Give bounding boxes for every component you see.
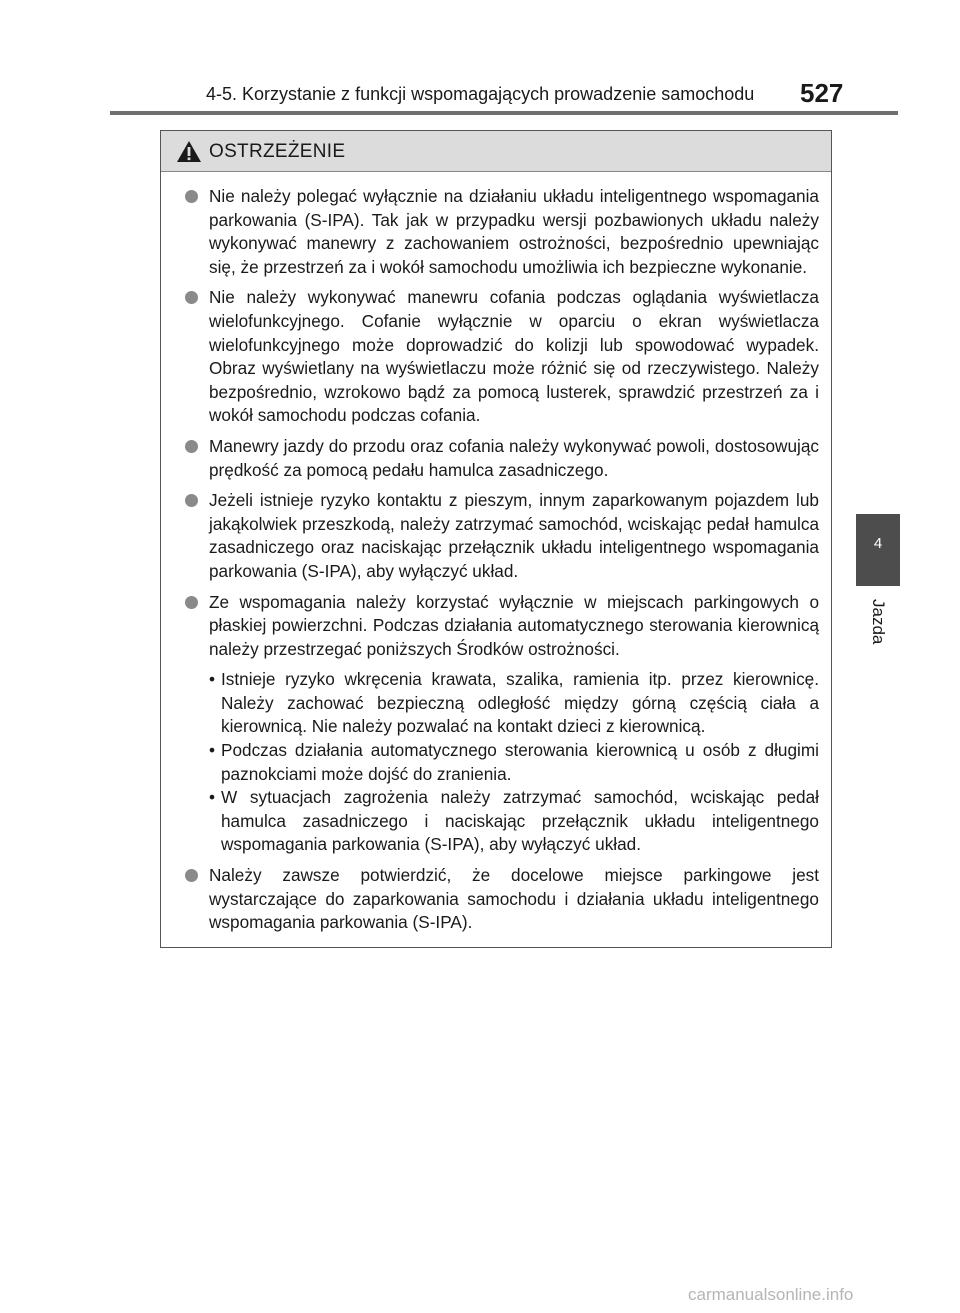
warning-header xyxy=(161,131,831,172)
warning-bullet xyxy=(185,286,819,428)
precaution-item xyxy=(185,786,819,857)
sub-bullet-mark: • xyxy=(209,740,216,761)
warning-box xyxy=(160,130,832,948)
watermark: carmanualsonline.info xyxy=(688,1285,854,1304)
bullet-text: Jeżeli istnieje ryzyko kontaktu z pieszym, innym zaparkowanym pojazdem lub jakąkolwiek przeszkodą, należy zatrzymać samochód, wciskając pedał hamulca zasadniczego oraz naciskając przełącznik układu inteligentnego wspomagania parkowania (S-IPA), aby wyłączyć układ. xyxy=(209,490,819,581)
bullet-text: Nie należy polegać wyłącznie na działaniu układu inteligentnego wspomagania parkowania (S-IPA). Tak jak w przypadku wersji pozbawionych układu należy wykonywać manewry z zachowaniem ostrożności, bezpośrednio upewniając się, że przestrzeń za i wokół samochodu umożliwia ich bezpieczne wykonanie. xyxy=(209,186,819,277)
page-header xyxy=(190,78,898,108)
precaution-text: Istnieje ryzyko wkręcenia krawata, szalika, ramienia itp. przez kierownicę. Należy zachować bezpieczną odległość między górną częścią ciała a kierownicą. Nie należy pozwalać na kontakt dzieci z kierownicą. xyxy=(221,669,819,737)
bullet-text: Nie należy wykonywać manewru cofania podczas oglądania wyświetlacza wielofunkcyjnego. Cofanie wyłącznie w oparciu o ekran wyświetlacza wielofunkcyjnego może doprowadzić do kolizji lub spowodować wypadek. Obraz wyświetlany na wyświetlaczu może różnić się od rzeczywistego. Należy bezpośrednio, wzrokowo bądź za pomocą lusterek, sprawdzić przestrzeń za i wokół samochodu podczas cofania. xyxy=(209,287,819,426)
precaution-item xyxy=(185,739,819,786)
warning-bullet xyxy=(185,864,819,935)
bullet-dot-icon xyxy=(185,494,198,507)
warning-title: OSTRZEŻENIE xyxy=(209,141,346,162)
precaution-item xyxy=(185,668,819,739)
bullet-dot-icon xyxy=(185,596,198,609)
chapter-tab[interactable] xyxy=(856,514,900,586)
header-divider xyxy=(110,111,898,115)
warning-bullet xyxy=(185,185,819,279)
bullet-text: Należy zawsze potwierdzić, że docelowe miejsce parkingowe jest wystarczające do zaparkowania samochodu i działania układu inteligentnego wspomagania parkowania (S-IPA). xyxy=(209,865,819,933)
bullet-dot-icon xyxy=(185,440,198,453)
chapter-number: 4 xyxy=(873,535,883,552)
page-number: 527 xyxy=(800,78,844,108)
warning-bullet xyxy=(185,435,819,482)
section-title: 4-5. Korzystanie z funkcji wspomagających prowadzenie samochodu xyxy=(206,84,755,104)
chapter-label-text: Jazda xyxy=(869,599,888,645)
warning-bullet xyxy=(185,489,819,583)
bullet-dot-icon xyxy=(185,291,198,304)
warning-bullet xyxy=(185,591,819,662)
bullet-text: Manewry jazdy do przodu oraz cofania należy wykonywać powoli, dostosowując prędkość za pomocą pedału hamulca zasadniczego. xyxy=(209,435,819,480)
precaution-text: Podczas działania automatycznego sterowania kierownicą u osób z długimi paznokciami może dojść do zranienia. xyxy=(221,740,819,784)
sub-bullet-mark: • xyxy=(209,787,216,808)
precaution-text: W sytuacjach zagrożenia należy zatrzymać samochód, wciskając pedał hamulca zasadniczego i naciskając przełącznik układu inteligentnego wspomagania parkowania (S-IPA), aby wyłączyć układ. xyxy=(221,787,819,855)
warning-body xyxy=(185,185,819,942)
bullet-dot-icon xyxy=(185,190,198,203)
warning-triangle-icon xyxy=(176,140,202,163)
bullet-dot-icon xyxy=(185,869,198,882)
chapter-label xyxy=(858,592,898,652)
precaution-list xyxy=(185,668,819,857)
sub-bullet-mark: • xyxy=(209,669,216,690)
bullet-text: Ze wspomagania należy korzystać wyłącznie w miejscach parkingowych o płaskiej powierzchni. Podczas działania automatycznego sterowania kierownicą należy przestrzegać poniższych Środków ostrożności. xyxy=(209,591,819,659)
